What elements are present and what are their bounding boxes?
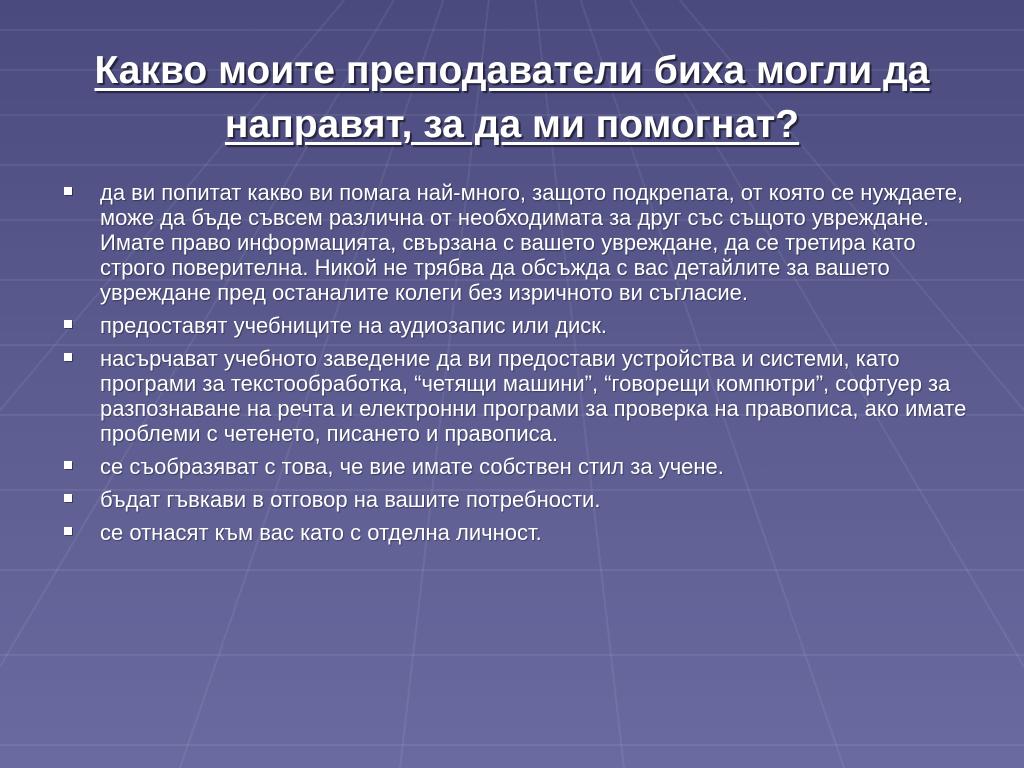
bullet-list [60, 180, 980, 553]
bullet-text: се съобразяват с това, че вие имате собствен стил за учене. [100, 454, 724, 479]
list-item [60, 180, 980, 305]
square-bullet-icon [64, 527, 72, 535]
list-item [60, 520, 980, 545]
bullet-text: да ви попитат какво ви помага най-много, защото подкрепата, от която се нуждаете, може да бъде съвсем различна от необходимата за друг със същото увреждане. Имате право информацията, свързана с вашето увреждане, да се третира като строго поверителна. Никой не трябва да обсъжда с вас детайлите за вашето увреждане пред останалите колеги без изричното ви съгласие. [100, 180, 964, 305]
list-item [60, 454, 980, 479]
list-item [60, 487, 980, 512]
bullet-text: се отнасят към вас като с отделна личност. [100, 520, 542, 545]
bullet-text: насърчават учебното заведение да ви предостави устройства и системи, като програми за текстообработка, “четящи машини”, “говорещи компютри”, софтуер за разпознаване на речта и електронни програми за проверка на правописа, ако имате проблеми с четенето, писането и правописа. [100, 346, 967, 446]
square-bullet-icon [64, 320, 72, 328]
square-bullet-icon [64, 187, 72, 195]
bullet-text: предоставят учебниците на аудиозапис или диск. [100, 313, 608, 338]
slide-title: Какво моите преподаватели биха могли да направят, за да ми помогнат? [94, 49, 930, 146]
bullet-text: бъдат гъвкави в отговор на вашите потребности. [100, 487, 601, 512]
square-bullet-icon [64, 494, 72, 502]
list-item [60, 313, 980, 338]
list-item [60, 346, 980, 446]
square-bullet-icon [64, 461, 72, 469]
square-bullet-icon [64, 353, 72, 361]
